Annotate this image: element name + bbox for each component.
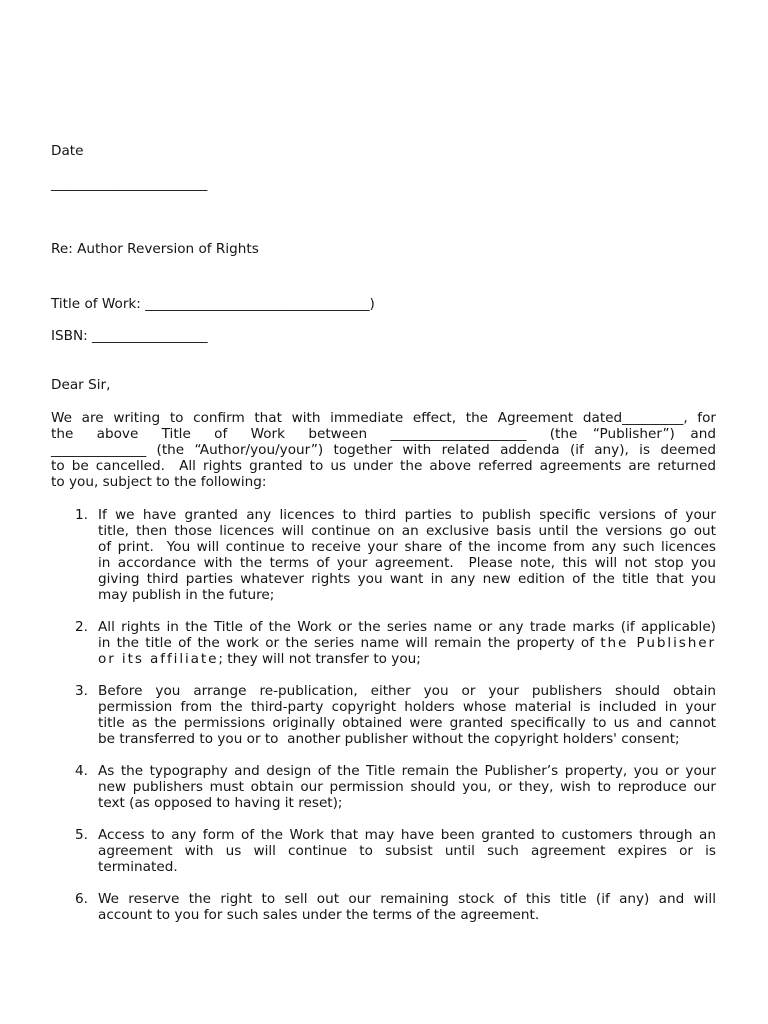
condition-line: title as the permissions originally obtained were granted specifically to us and cannot — [98, 715, 716, 731]
intro-line: to be cancelled. All rights granted to us under the above referred agreements are returned — [51, 458, 716, 474]
conditions-list — [51, 507, 716, 939]
condition-text: in the title of the work or the series name will remain the property of — [98, 635, 601, 651]
condition-line: As the typography and design of the Title remain the Publisher’s property, you or your — [98, 763, 716, 779]
salutation: Dear Sir, — [51, 377, 111, 393]
condition-text: ; they will not transfer to you; — [218, 651, 421, 667]
condition-number: 1. — [75, 507, 88, 523]
condition-line — [98, 635, 716, 651]
condition-line: title, then those licences will continue on an exclusive basis until the versions go out — [98, 523, 716, 539]
condition-number: 4. — [75, 763, 88, 779]
letter-page — [51, 0, 716, 1024]
condition-line: giving third parties whatever rights you want in any new edition of the title that you — [98, 571, 716, 587]
condition-item — [51, 683, 716, 747]
intro-line: to you, subject to the following: — [51, 474, 267, 490]
intro-line: the above Title of Work between ____________________ (the “Publisher”) and — [51, 426, 716, 442]
condition-line: terminated. — [98, 859, 178, 875]
intro-line: We are writing to confirm that with immediate effect, the Agreement dated_________, for — [51, 410, 716, 426]
condition-line: All rights in the Title of the Work or the series name or any trade marks (if applicable) — [98, 619, 716, 635]
date-label: Date — [51, 143, 84, 159]
condition-line: be transferred to you or to another publisher without the copyright holders' consent; — [98, 731, 680, 747]
condition-number: 6. — [75, 891, 88, 907]
condition-line: of print. You will continue to receive your share of the income from any such licences — [98, 539, 716, 555]
date-blank: _______________________ — [51, 176, 208, 192]
condition-line: We reserve the right to sell out our remaining stock of this title (if any) and will — [98, 891, 716, 907]
re-line: Re: Author Reversion of Rights — [51, 241, 259, 257]
isbn-line: ISBN: _________________ — [51, 328, 208, 344]
condition-line — [98, 651, 716, 667]
publisher-term: the Publisher — [600, 635, 716, 651]
condition-line: Access to any form of the Work that may have been granted to customers through an — [98, 827, 716, 843]
condition-line: permission from the third-party copyright holders whose material is included in your — [98, 699, 716, 715]
condition-line: text (as opposed to having it reset); — [98, 795, 343, 811]
condition-line: If we have granted any licences to third parties to publish specific versions of your — [98, 507, 716, 523]
condition-item — [51, 763, 716, 811]
condition-line: Before you arrange re-publication, either you or your publishers should obtain — [98, 683, 716, 699]
condition-item — [51, 827, 716, 875]
intro-line: ______________ (the “Author/you/your”) together with related addenda (if any), is deemed — [51, 442, 716, 458]
condition-number: 5. — [75, 827, 88, 843]
condition-item — [51, 891, 716, 923]
condition-line: agreement with us will continue to subsist until such agreement expires or is — [98, 843, 716, 859]
condition-item — [51, 507, 716, 603]
condition-item — [51, 619, 716, 667]
condition-number: 2. — [75, 619, 88, 635]
condition-line: in accordance with the terms of your agreement. Please note, this will not stop you — [98, 555, 716, 571]
affiliate-term: or its affiliate — [98, 651, 219, 667]
condition-number: 3. — [75, 683, 88, 699]
title-of-work-line: Title of Work: _________________________________) — [51, 296, 375, 312]
condition-line: new publishers must obtain our permission should you, or they, wish to reproduce our — [98, 779, 716, 795]
condition-line: may publish in the future; — [98, 587, 275, 603]
condition-line: account to you for such sales under the terms of the agreement. — [98, 907, 540, 923]
intro-paragraph — [51, 410, 716, 490]
